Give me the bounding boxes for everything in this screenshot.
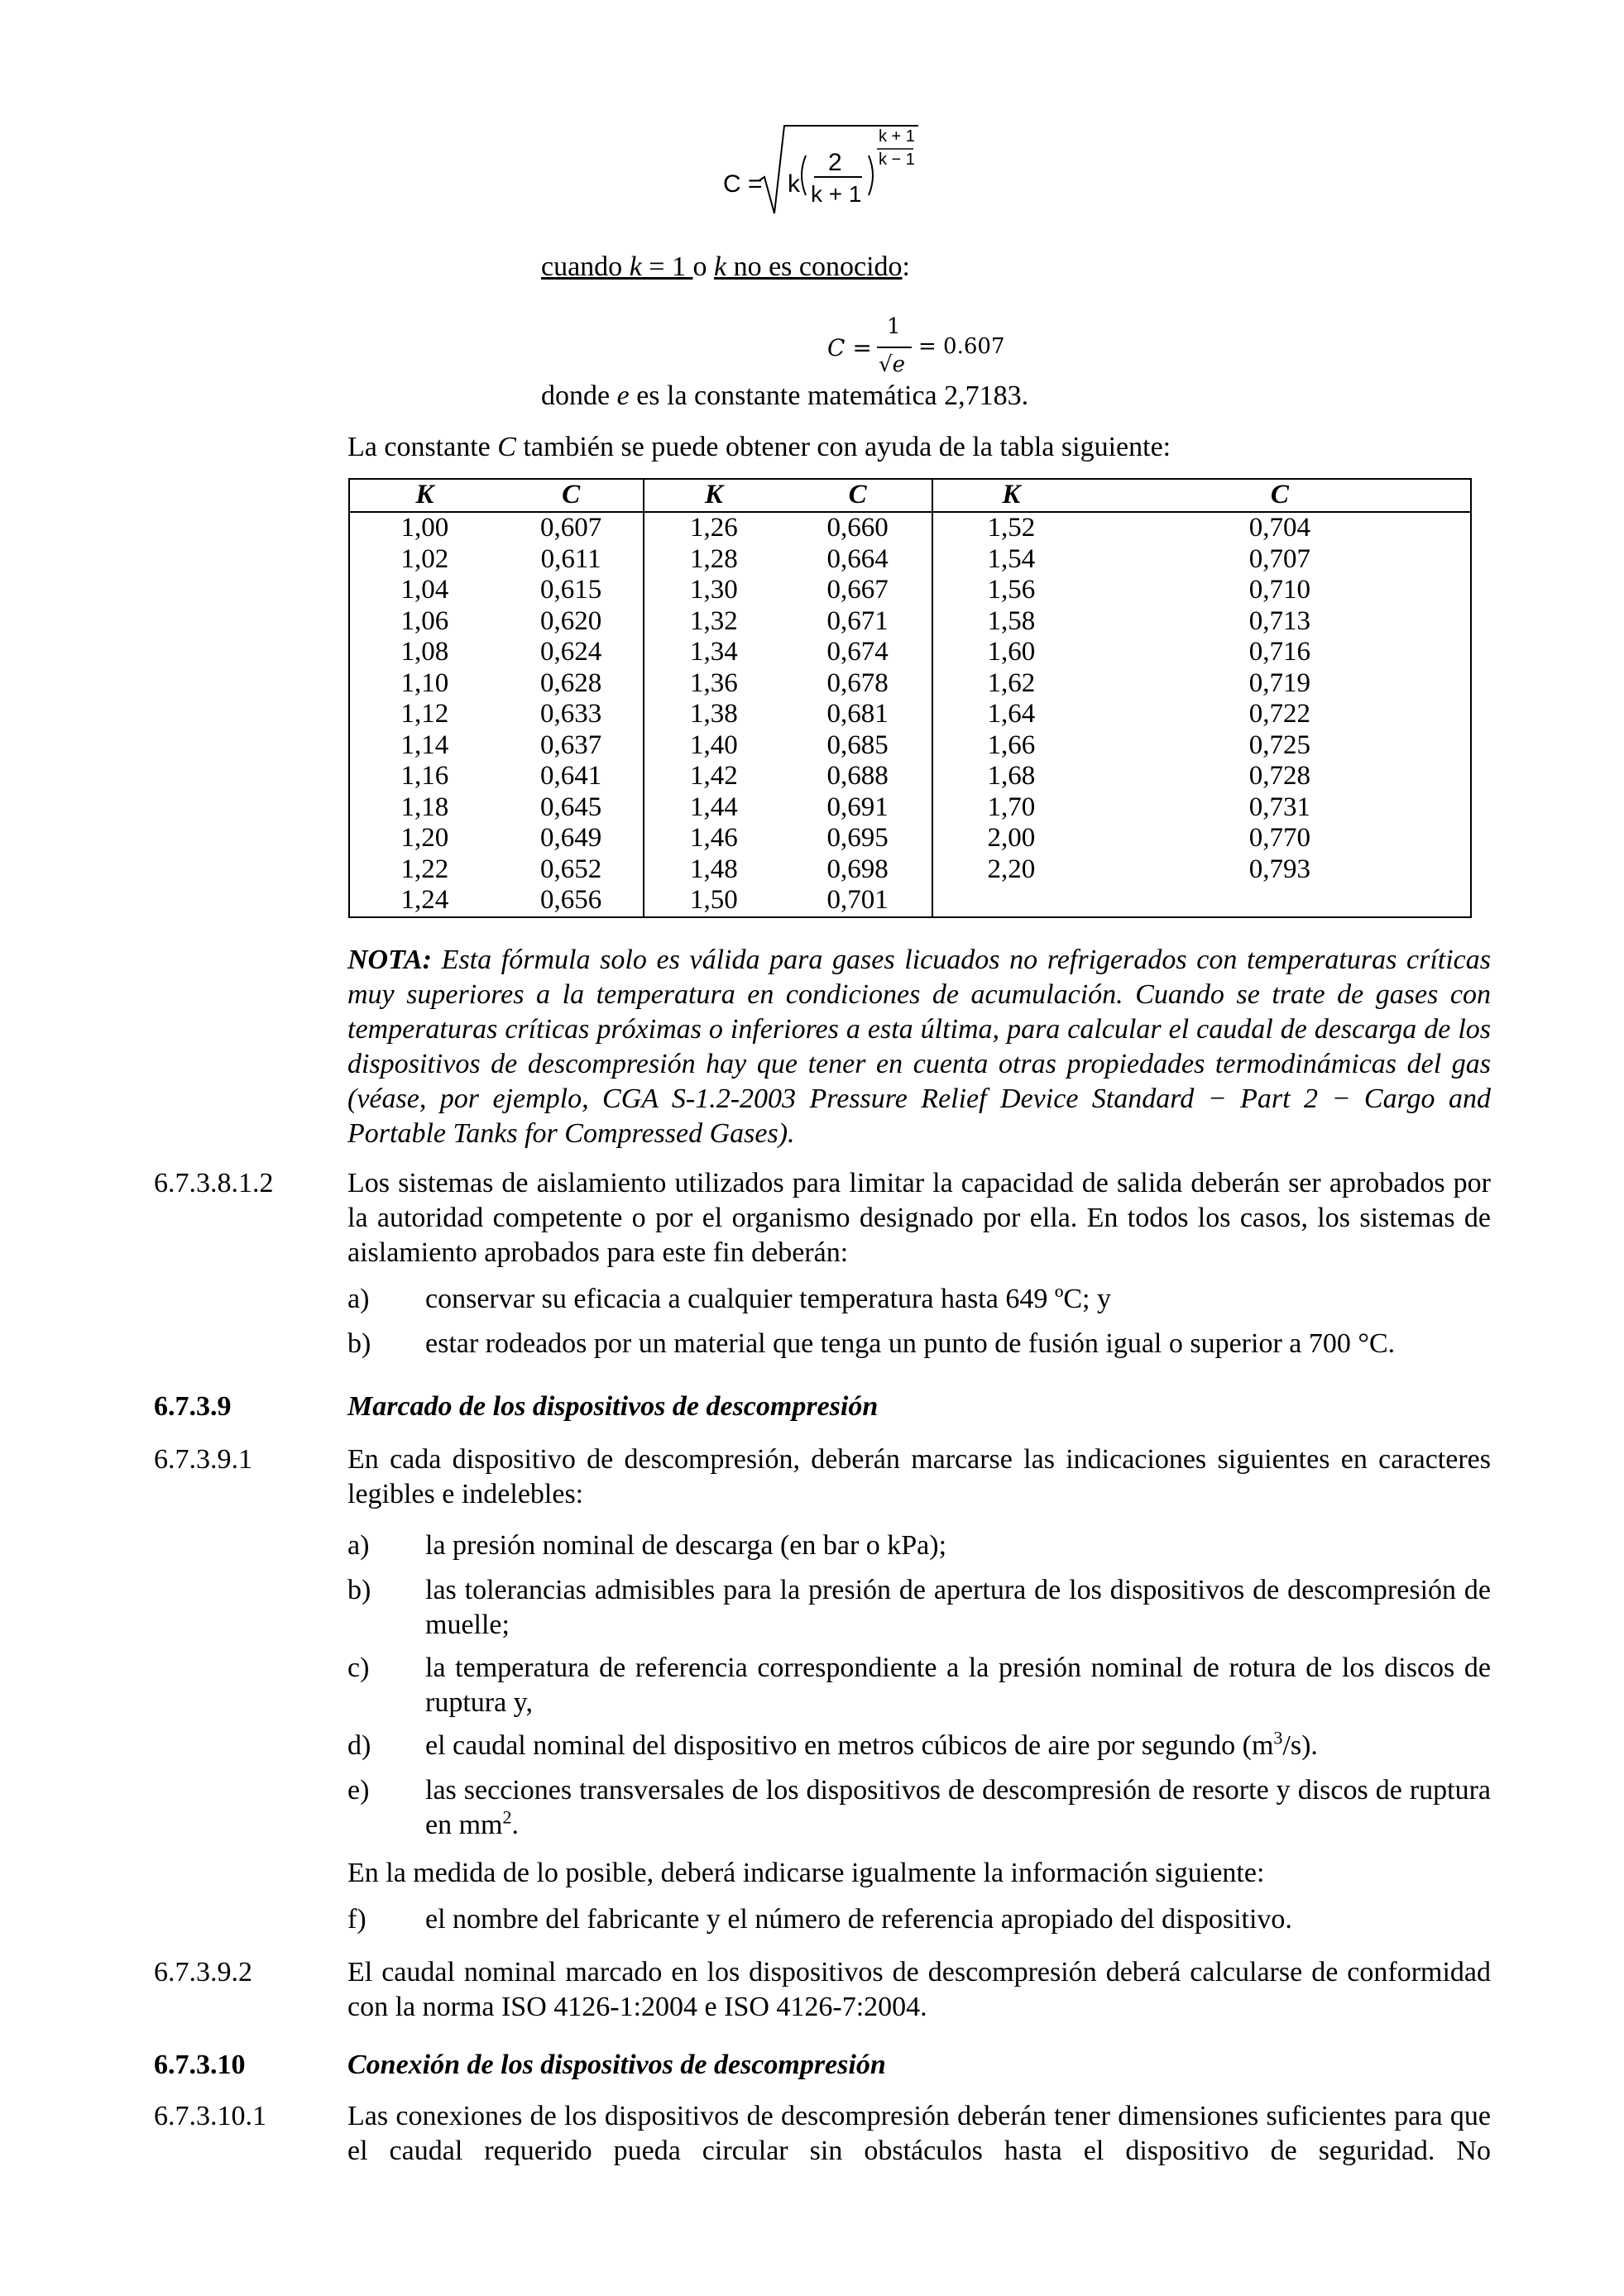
cell-k: 1,22 (400, 854, 449, 884)
section-heading-number: 6.7.3.9 (154, 1391, 232, 1422)
cell-k: 1,20 (400, 823, 449, 853)
formula2-denominator: √e (879, 352, 905, 377)
cell-c: 0,707 (1248, 543, 1310, 574)
cell-k: 1,16 (400, 761, 449, 791)
cell-c: 0,710 (1248, 575, 1310, 605)
table-row (349, 668, 1471, 700)
list-item-text: la presión nominal de descarga (en bar o kPa); (425, 1530, 947, 1561)
section-heading-title: Conexión de los dispositivos de descompresión (347, 2050, 886, 2080)
list-item-label: a) (347, 1530, 370, 1561)
cell-c: 0,671 (783, 606, 932, 638)
cell-k: 1,28 (690, 543, 738, 574)
cell-k: 1,04 (400, 575, 449, 605)
formula2-rhs: = 0.607 (918, 334, 1005, 359)
header-c-1: C (500, 479, 644, 512)
cell-k: 1,30 (690, 575, 738, 605)
cell-k: 1,12 (400, 699, 449, 729)
list-item-label: b) (347, 1328, 371, 1359)
cell-c: 0,615 (500, 575, 644, 606)
fraction-bar (877, 346, 912, 349)
list-item-text: el caudal nominal del dispositivo en metros cúbicos de aire por segundo $(m^3/s)$. (425, 1727, 1318, 1761)
table-row (349, 544, 1471, 576)
table-row (349, 637, 1471, 668)
cell-k: 1,70 (987, 792, 1036, 822)
section-heading-title: Marcado de los dispositivos de descompresión (347, 1391, 879, 1422)
list-item-label: e) (347, 1775, 370, 1806)
cell-c: 0,607 (500, 512, 644, 544)
cell-c: 0,725 (1248, 729, 1310, 760)
list-item-label: b) (347, 1575, 371, 1605)
cell-c (1090, 885, 1471, 917)
cell-c: 0,701 (783, 885, 932, 917)
cell-c: 0,667 (783, 575, 932, 606)
cell-k: 1,06 (400, 605, 449, 636)
table-row (349, 823, 1471, 854)
table-row (349, 854, 1471, 886)
note-label: NOTA: (347, 945, 432, 975)
cell-c: 0,688 (783, 761, 932, 792)
table-row (349, 761, 1471, 792)
cell-c: 0,685 (783, 730, 932, 762)
table-row (349, 699, 1471, 730)
cell-c: 0,691 (783, 792, 932, 824)
note-paragraph (347, 943, 1491, 1151)
cell-k: 1,48 (690, 854, 738, 884)
cell-k: 1,40 (690, 729, 738, 760)
table-body (349, 512, 1471, 917)
section-number: 6.7.3.9.1 (154, 1444, 252, 1475)
cell-c: 0,716 (1248, 637, 1310, 667)
cell-k: 1,42 (690, 761, 738, 791)
table-row (349, 885, 1471, 917)
cell-c: 0,611 (500, 544, 644, 576)
cell-c: 0,664 (783, 544, 932, 576)
cell-c: 0,633 (500, 699, 644, 730)
header-c-3: C (1090, 479, 1471, 512)
list-item-label: d) (347, 1730, 371, 1761)
cell-k: 1,32 (690, 605, 738, 636)
formula2-numerator: 1 (887, 314, 901, 339)
cell-k: 1,08 (400, 637, 449, 667)
cell-k: 1,52 (987, 513, 1036, 543)
cell-k: 1,36 (690, 667, 738, 698)
section-text: Las conexiones de los dispositivos de descompresión deberán tener dimensiones suficientes para que el caudal requerido pueda circular sin obstáculos hasta el dispositivo de seguridad. No (347, 2101, 1491, 2166)
cell-c: 0,645 (500, 792, 644, 824)
section-heading-number: 6.7.3.10 (154, 2050, 246, 2080)
list-item-text: el nombre del fabricante y el número de referencia apropiado del dispositivo. (425, 1904, 1292, 1935)
note-text: Esta fórmula solo es válida para gases licuados no refrigerados con temperaturas críticas muy superiores a la temperatura en condiciones de acumulación. Cuando se trate de gases con temperaturas críticas próximas o inferiores a esta última, para calcular el caudal de descarga de los dispositivos de descompresión hay que tener en cuenta otras propiedades termodinámicas del gas (véase, por ejemplo, CGA S-1.2-2003 Pressure Relief Device Standard − Part 2 − Cargo and Portable Tanks for Compressed Gases). (347, 945, 1491, 1149)
cell-k: 1,34 (690, 637, 738, 667)
section-text: En cada dispositivo de descompresión, deberán marcarse las indicaciones siguientes en caracteres legibles e indelebles: (347, 1444, 1491, 1509)
table-row (349, 730, 1471, 762)
fraction-numerator: 2 (828, 149, 842, 176)
section-number: 6.7.3.8.1.2 (154, 1168, 274, 1198)
cell-k: 1,10 (400, 667, 449, 698)
cell-k: 2,20 (987, 854, 1036, 884)
table-row (349, 575, 1471, 606)
cell-c: 0,698 (783, 854, 932, 886)
list-item-label: c) (347, 1653, 370, 1683)
cell-c: 0,649 (500, 823, 644, 854)
cell-c: 0,678 (783, 668, 932, 700)
cell-k: 1,62 (987, 667, 1036, 698)
cell-k: 1,44 (690, 792, 738, 822)
cell-k: 2,00 (987, 823, 1036, 853)
cell-c: 0,731 (1248, 792, 1310, 822)
cell-c: 0,656 (500, 885, 644, 917)
cell-k: 1,66 (987, 729, 1036, 760)
cell-c: 0,793 (1248, 854, 1310, 884)
cell-k: 1,46 (690, 823, 738, 853)
formula-k: k (788, 170, 800, 198)
cell-k: 1,18 (400, 792, 449, 822)
cell-k: 1,54 (987, 543, 1036, 574)
constant-definition: donde e es la constante matemática 2,7183. (541, 380, 1029, 411)
cell-k (932, 885, 1090, 917)
list-item-text: la temperatura de referencia correspondiente a la presión nominal de rotura de los discos de ruptura y, (425, 1653, 1491, 1718)
cell-c: 0,641 (500, 761, 644, 792)
section-number: 6.7.3.10.1 (154, 2101, 266, 2131)
section-number: 6.7.3.9.2 (154, 1957, 252, 1987)
formula-lhs: C = (723, 170, 763, 198)
cell-c: 0,637 (500, 730, 644, 762)
section-text: El caudal nominal marcado en los dispositivos de descompresión deberá calcularse de conformidad con la norma ISO 4126-1:2004 e ISO 4126-7:2004. (347, 1957, 1491, 2022)
cell-k: 1,50 (690, 885, 738, 915)
header-c-2: C (783, 479, 932, 512)
formula2-lhs: C = (827, 334, 872, 361)
cell-c: 0,728 (1248, 761, 1310, 791)
fraction-denominator: k + 1 (811, 181, 862, 207)
cell-k: 1,14 (400, 729, 449, 760)
cell-c: 0,704 (1248, 513, 1310, 543)
cell-c: 0,695 (783, 823, 932, 854)
cell-k: 1,00 (400, 513, 449, 543)
cell-c: 0,770 (1248, 823, 1310, 853)
k-c-table (348, 478, 1472, 918)
list-item-text: estar rodeados por un material que tenga un punto de fusión igual o superior a 700 °C. (425, 1328, 1396, 1359)
cell-k: 1,56 (987, 575, 1036, 605)
condition-line: cuando k = 1 o k no es conocido: (541, 251, 910, 282)
table-row (349, 512, 1471, 544)
section-text: En la medida de lo posible, deberá indicarse igualmente la información siguiente: (347, 1858, 1265, 1888)
cell-c: 0,660 (783, 512, 932, 544)
cell-c: 0,628 (500, 668, 644, 700)
table-intro: La constante C también se puede obtener con ayuda de la tabla siguiente: (347, 432, 1171, 462)
cell-k: 1,58 (987, 605, 1036, 636)
table-row (349, 792, 1471, 824)
list-item-text: las secciones transversales de los dispositivos de descompresión de resorte y discos de ruptura en $mm^2$. (425, 1775, 1491, 1840)
cell-k: 1,38 (690, 699, 738, 729)
list-item-text: las tolerancias admisibles para la presión de apertura de los dispositivos de descompresión de muelle; (425, 1575, 1491, 1640)
table-row (349, 606, 1471, 638)
cell-c: 0,681 (783, 699, 932, 730)
cell-k: 1,60 (987, 637, 1036, 667)
cell-c: 0,719 (1248, 667, 1310, 698)
formula-c-general (721, 122, 920, 222)
cell-k: 1,64 (987, 699, 1036, 729)
cell-c: 0,722 (1248, 699, 1310, 729)
exponent-numerator: k + 1 (879, 127, 915, 146)
header-k-3: K (932, 479, 1090, 512)
list-item-label: a) (347, 1284, 370, 1314)
table-header-row (349, 479, 1471, 512)
cell-k: 1,24 (400, 885, 449, 915)
cell-c: 0,620 (500, 606, 644, 638)
cell-c: 0,624 (500, 637, 644, 668)
list-item-label: f) (347, 1904, 366, 1935)
cell-c: 0,713 (1248, 605, 1310, 636)
cell-k: 1,68 (987, 761, 1036, 791)
section-text: Los sistemas de aislamiento utilizados para limitar la capacidad de salida deberán ser aprobados por la autoridad competente o por el organismo designado por ella. En todos los casos, los sistemas de aislamiento aprobados para este fin deberán: (347, 1168, 1491, 1268)
exponent-denominator: k − 1 (879, 151, 915, 169)
header-k-1: K (349, 479, 500, 512)
cell-c: 0,674 (783, 637, 932, 668)
cell-c: 0,652 (500, 854, 644, 886)
cell-k: 1,26 (690, 513, 738, 543)
list-item-text: conservar su eficacia a cualquier temperatura hasta 649 ºC; y (425, 1284, 1111, 1314)
cell-k: 1,02 (400, 543, 449, 574)
header-k-2: K (644, 479, 784, 512)
